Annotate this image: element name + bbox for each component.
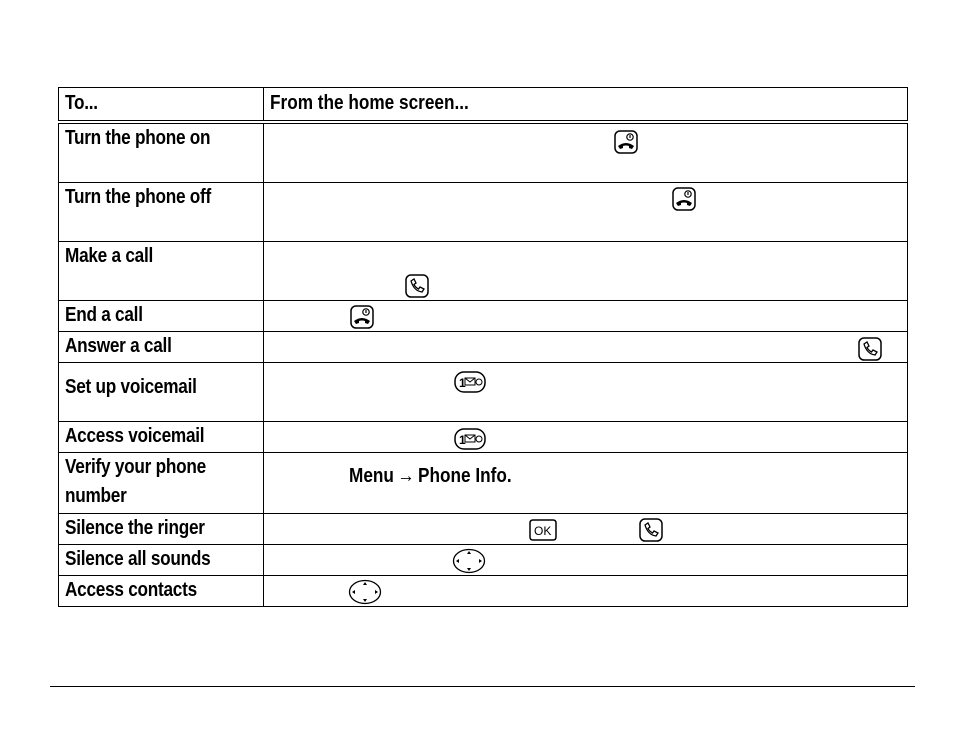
row-task: Make a call bbox=[59, 241, 264, 300]
menu-arrow: → bbox=[397, 464, 415, 487]
table-row bbox=[59, 182, 908, 241]
row-action bbox=[264, 362, 908, 421]
row-action bbox=[264, 122, 908, 182]
row-task: Verify your phone number bbox=[59, 452, 264, 513]
table-row bbox=[59, 575, 908, 606]
row-task: Access contacts bbox=[59, 575, 264, 606]
menu-path bbox=[349, 465, 512, 488]
row-action bbox=[264, 182, 908, 241]
row-action bbox=[264, 544, 908, 575]
end-power-key-icon bbox=[672, 187, 696, 211]
row-task: Answer a call bbox=[59, 331, 264, 362]
voicemail-1-key-icon bbox=[454, 428, 486, 450]
table-row bbox=[59, 122, 908, 182]
table-row bbox=[59, 300, 908, 331]
row-action bbox=[264, 331, 908, 362]
end-power-key-icon bbox=[350, 305, 374, 329]
table-row bbox=[59, 544, 908, 575]
row-task: Turn the phone on bbox=[59, 122, 264, 182]
row-task: Silence the ringer bbox=[59, 513, 264, 544]
send-key-icon bbox=[858, 337, 882, 361]
navigation-key-icon bbox=[348, 579, 382, 605]
quick-reference-table bbox=[58, 87, 908, 607]
menu-item-phone-info: Phone Info. bbox=[417, 464, 512, 487]
row-action bbox=[264, 452, 908, 513]
row-action bbox=[264, 513, 908, 544]
ok-key-icon bbox=[528, 519, 558, 541]
table-row bbox=[59, 513, 908, 544]
header-action: From the home screen... bbox=[264, 88, 908, 123]
row-action bbox=[264, 300, 908, 331]
table-row bbox=[59, 452, 908, 513]
row-task: Access voicemail bbox=[59, 421, 264, 452]
menu-label: Menu bbox=[349, 464, 394, 487]
footer-divider bbox=[50, 686, 915, 687]
row-task: Turn the phone off bbox=[59, 182, 264, 241]
table-row bbox=[59, 421, 908, 452]
end-power-key-icon bbox=[614, 130, 638, 154]
table-row bbox=[59, 362, 908, 421]
send-key-icon bbox=[405, 274, 429, 298]
voicemail-1-key-icon bbox=[454, 371, 486, 393]
table-header-row bbox=[59, 88, 908, 123]
row-task: End a call bbox=[59, 300, 264, 331]
navigation-key-icon bbox=[452, 548, 486, 574]
row-action bbox=[264, 241, 908, 300]
row-action bbox=[264, 575, 908, 606]
table-row bbox=[59, 331, 908, 362]
row-task: Silence all sounds bbox=[59, 544, 264, 575]
row-action bbox=[264, 421, 908, 452]
header-task: To... bbox=[59, 88, 264, 123]
table-row bbox=[59, 241, 908, 300]
row-task: Set up voicemail bbox=[59, 362, 264, 421]
send-key-icon bbox=[639, 518, 663, 542]
